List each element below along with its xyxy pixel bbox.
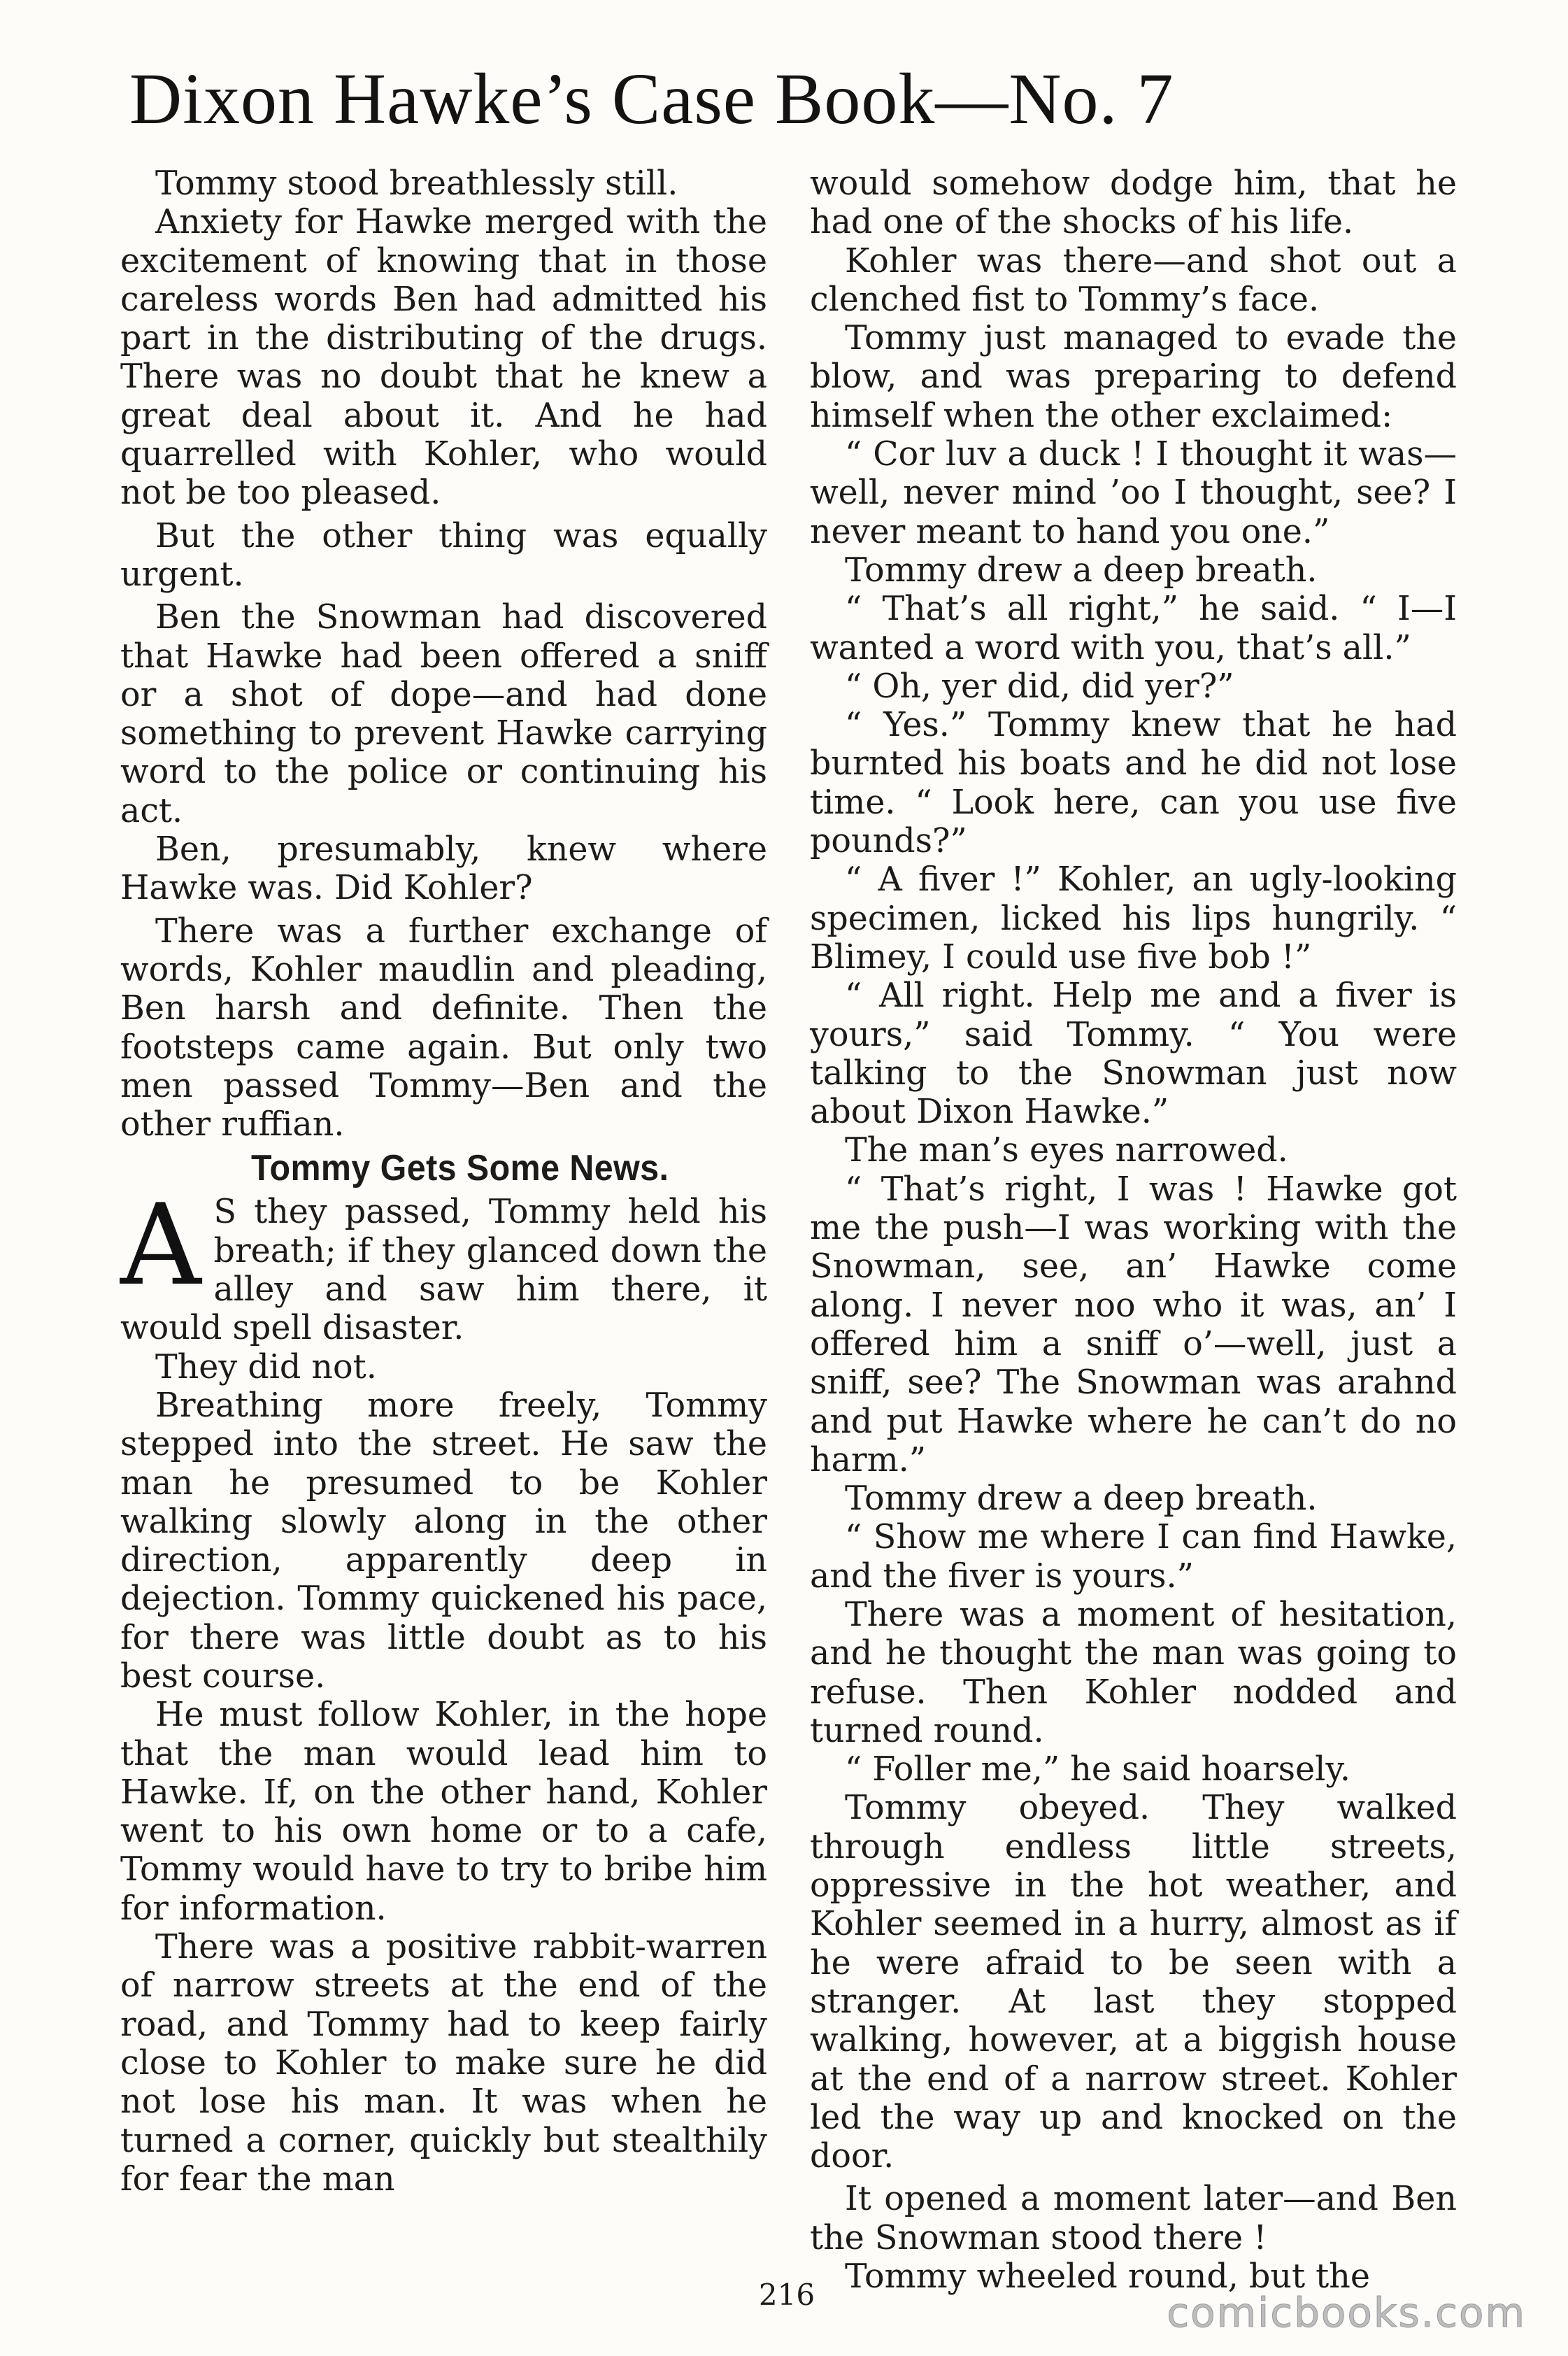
- paragraph: Tommy drew a deep breath.: [845, 551, 1318, 590]
- paragraph: The man’s eyes narrowed.: [845, 1131, 1288, 1170]
- paragraph: He must follow Kohler, in the hope that the man would lead him to Hawke. If, on the other hand, Kohler went to his own home or to a cafe, Tommy would have to try to bribe him for information.: [120, 1696, 767, 1928]
- paragraph: Kohler was there—and shot out a clenched fist to Tommy’s face.: [810, 241, 1457, 319]
- paragraph: “ Cor luv a duck ! I thought it was—well, never mind ’oo I thought, see? I never meant to hand you one.”: [810, 435, 1457, 551]
- paragraph: There was a moment of hesitation, and he thought the man was going to refuse. Then Kohler nodded and turned round.: [810, 1595, 1457, 1750]
- paragraph: “ That’s right, I was ! Hawke got me the push—I was working with the Snowman, see, an’ Hawke come along. I never noo who it was, an’ I offered him a sniff o’—well, just a sniff, see? The Snowman was arahnd and put Hawke where he can’t do no harm.”: [810, 1170, 1457, 1479]
- paragraph: Tommy just managed to evade the blow, and was preparing to defend himself when the other exclaimed:: [810, 319, 1457, 435]
- paragraph: “ That’s all right,” he said. “ I—I wanted a word with you, that’s all.”: [810, 590, 1457, 667]
- page-title: Dixon Hawke’s Case Book—No. 7: [129, 59, 1174, 139]
- paragraph: Ben, presumably, knew where Hawke was. Did Kohler?: [120, 830, 767, 908]
- paragraph: “ Oh, yer did, did yer?”: [845, 667, 1234, 706]
- section-heading: Tommy Gets Some News.: [251, 1148, 669, 1189]
- paragraph: Ben the Snowman had discovered that Hawke had been offered a sniff or a shot of dope—and had done something to prevent Hawke carrying word to the police or continuing his act.: [120, 598, 767, 830]
- right-column: [810, 164, 1457, 2296]
- paragraph: Breathing more freely, Tommy stepped into the street. He saw the man he presumed to be Kohler walking slowly along in the other direction, apparently deep in dejection. Tommy quickened his pace, for there was little doubt as to his best course.: [120, 1386, 767, 1696]
- paragraph: Tommy drew a deep breath.: [845, 1479, 1318, 1519]
- paragraph: But the other thing was equally urgent.: [120, 516, 767, 594]
- paragraph: “ Yes.” Tommy knew that he had burnted his boats and he did not lose time. “ Look here, can you use five pounds?”: [810, 706, 1457, 861]
- left-column: [120, 164, 767, 2199]
- paragraph: Tommy stood breathlessly still.: [155, 164, 678, 203]
- drop-cap: A: [120, 1179, 201, 1311]
- paragraph: Anxiety for Hawke merged with the excitement of knowing that in those careless words Ben had admitted his part in the distributing of the drugs. There was no doubt that he knew a great deal about it. And he had quarrelled with Kohler, who would not be too pleased.: [120, 203, 767, 513]
- paragraph: Tommy wheeled round, but the: [845, 2257, 1370, 2297]
- paragraph: They did not.: [155, 1347, 377, 1386]
- page-number: 216: [758, 2278, 815, 2312]
- paragraph: “ A fiver !” Kohler, an ugly-looking specimen, licked his lips hungrily. “ Blimey, I could use five bob !”: [810, 860, 1457, 977]
- paragraph: “ Show me where I can find Hawke, and the fiver is yours.”: [810, 1518, 1457, 1596]
- paragraph: Tommy obeyed. They walked through endless little streets, oppressive in the hot weather, and Kohler seemed in a hurry, almost as if he were afraid to be seen with a stranger. At last they stopped walking, however, at a biggish house at the end of a narrow street. Kohler led the way up and knocked on the door.: [810, 1789, 1457, 2176]
- paragraph-opening: [120, 1179, 767, 1348]
- paragraph: There was a positive rabbit-warren of narrow streets at the end of the road, and Tommy had to keep fairly close to Kohler to make sure he did not lose his man. It was when he turned a corner, quickly but stealthily for fear the man: [120, 1928, 767, 2199]
- paragraph: “ Foller me,” he said hoarsely.: [845, 1750, 1350, 1789]
- paragraph: There was a further exchange of words, Kohler maudlin and pleading, Ben harsh and definite. Then the footsteps came again. But only two men passed Tommy—Ben and the other ruffian.: [120, 911, 767, 1144]
- paragraph: It opened a moment later—and Ben the Snowman stood there !: [810, 2180, 1457, 2257]
- watermark: comicbooks.com: [1167, 2289, 1526, 2336]
- paragraph: would somehow dodge him, that he had one of the shocks of his life.: [810, 164, 1457, 242]
- opening-text: S they passed, Tommy held his breath; if they glanced down the alley and saw him there, it would spell disaster.: [120, 1193, 767, 1348]
- paragraph: “ All right. Help me and a fiver is yours,” said Tommy. “ You were talking to the Snowman just now about Dixon Hawke.”: [810, 977, 1457, 1132]
